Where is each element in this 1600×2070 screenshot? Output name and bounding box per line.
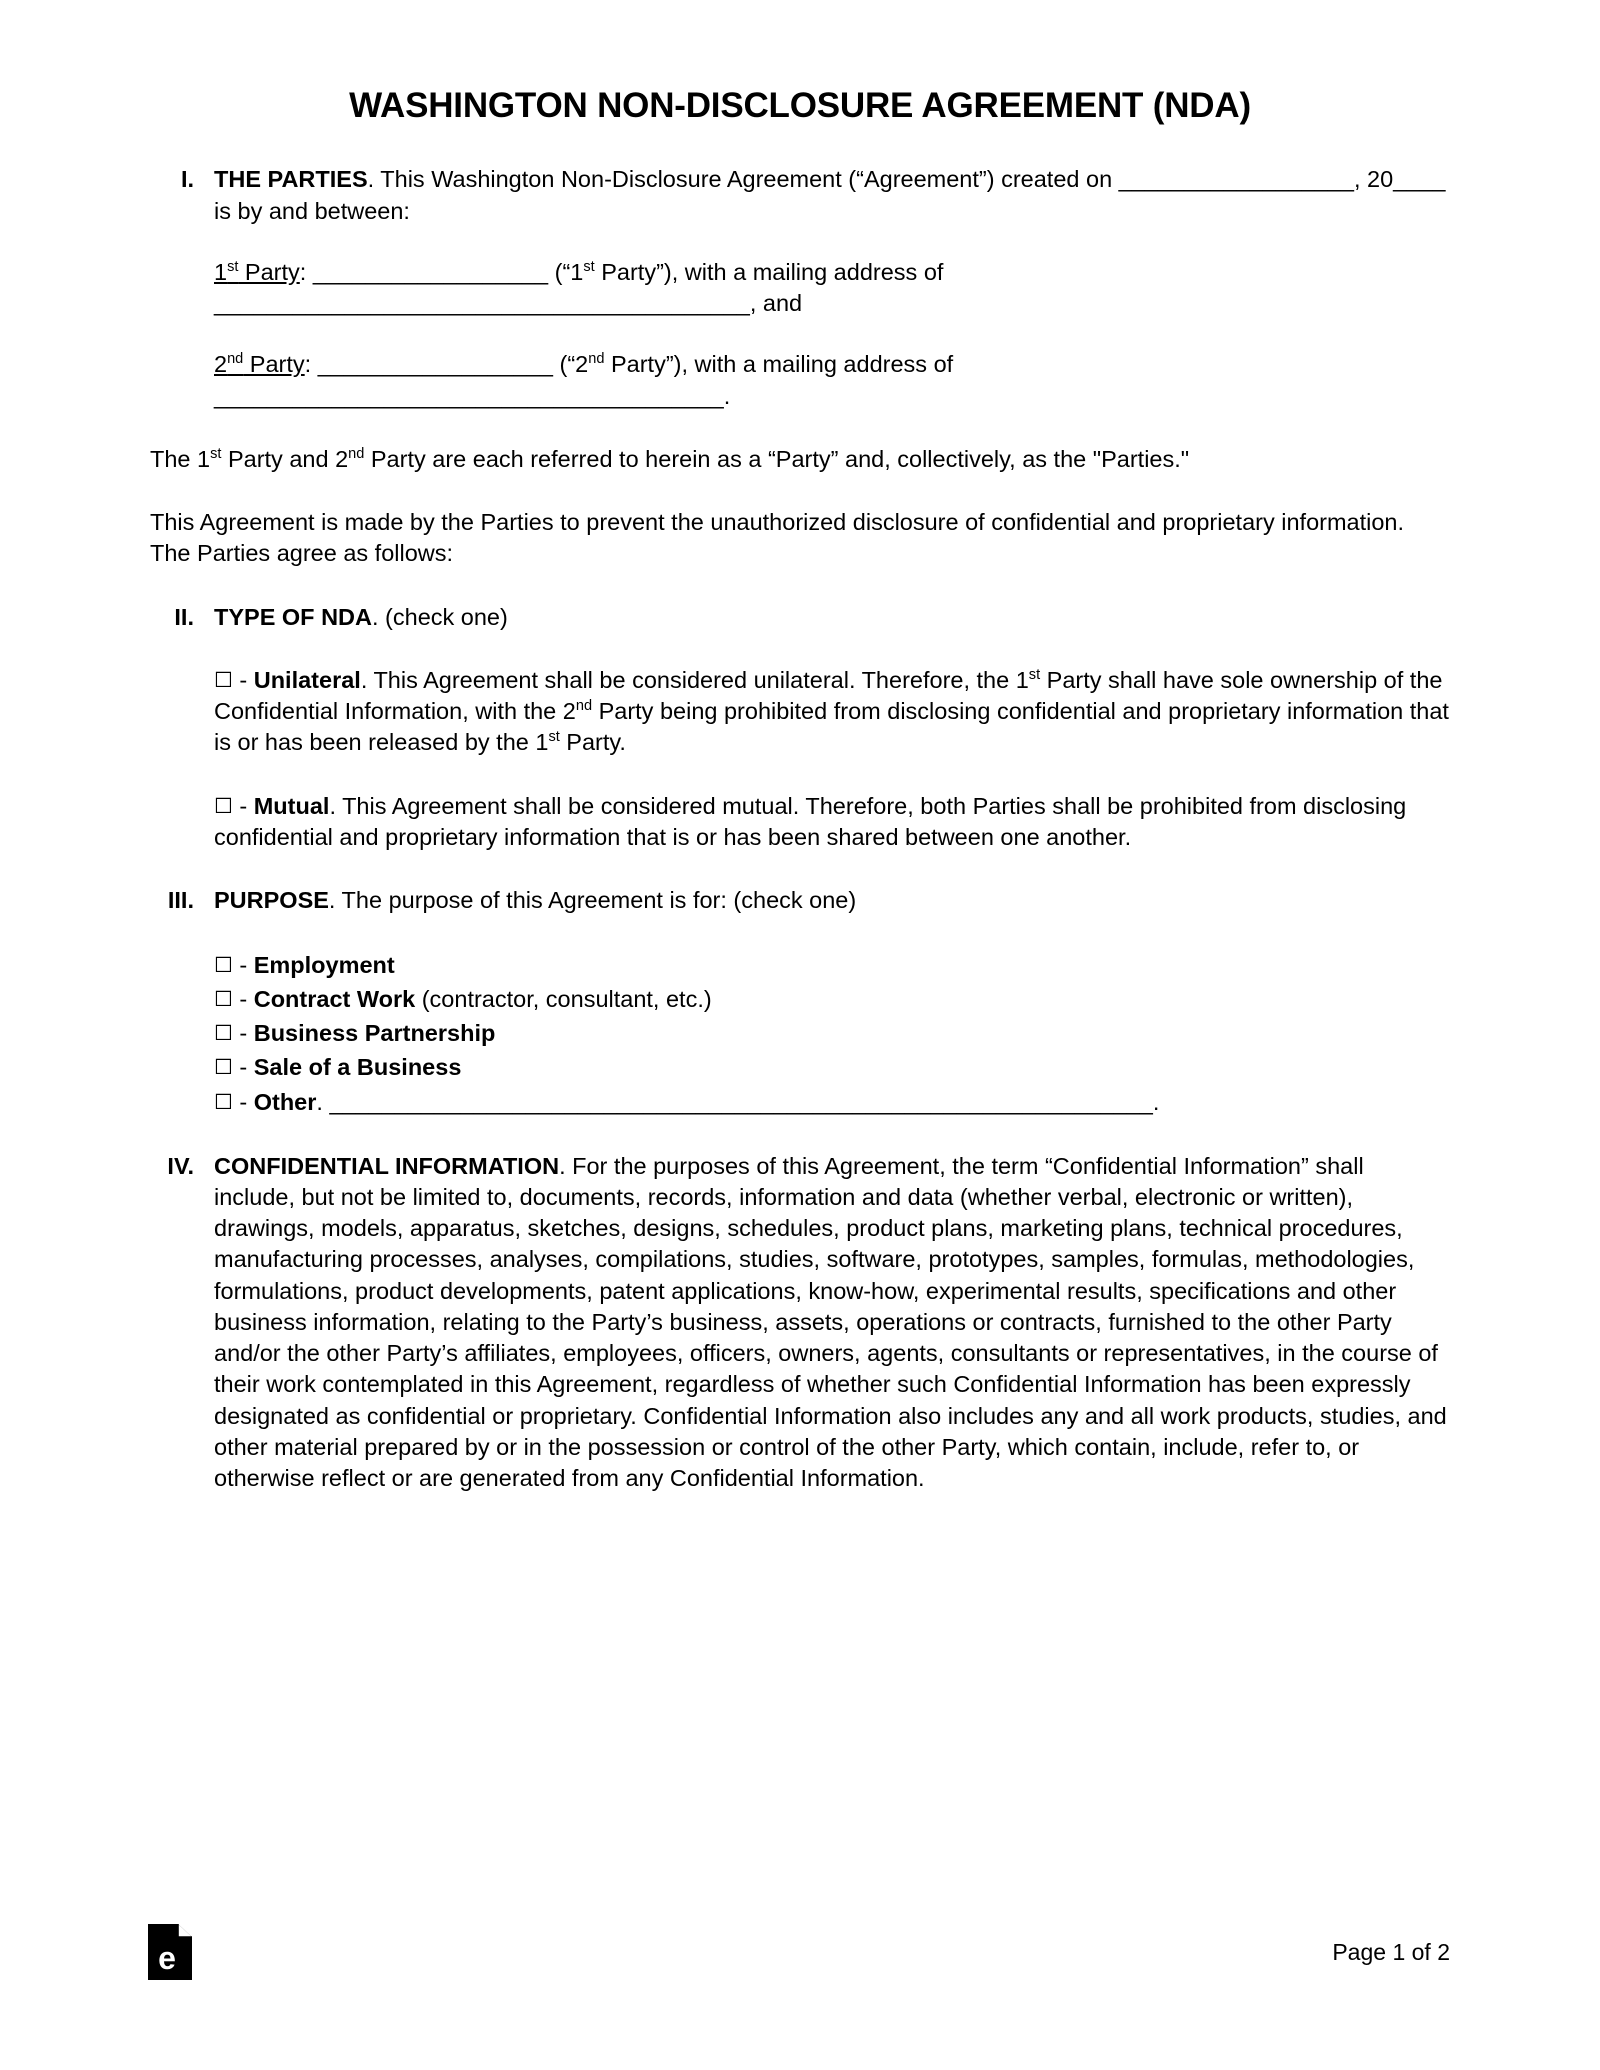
purpose-option-contract-work-note: (contractor, consultant, etc.) (415, 986, 712, 1013)
spacer (150, 412, 1450, 444)
parties-heading: THE PARTIES (214, 166, 368, 193)
mutual-option: ☐ - Mutual. This Agreement shall be considered mutual. Therefore, both Parties shall be prohibited from disclosing confidential and proprietary information that is or has been shared between one another. (214, 792, 1407, 850)
checkbox-business-partnership-icon[interactable]: ☐ (214, 1021, 233, 1046)
purpose-option-sale-of-business: ☐ - Sale of a Business (214, 1054, 462, 1081)
checkbox-employment-icon[interactable]: ☐ (214, 953, 233, 978)
unilateral-text-c: Party being prohibited from disclosing confidential and proprietary information that is or has been released by the 1 (214, 698, 1449, 756)
purpose-option-employment: ☐ - Employment (214, 952, 395, 979)
unilateral-text-b: Party shall have sole ownership of the Confidential Information, with the 2 (214, 666, 1443, 724)
purpose-other-blank[interactable]: _______________________________________________________________ (329, 1088, 1153, 1115)
parties-intro-b: is by and between: (214, 197, 410, 224)
purpose-other-tail: . (1152, 1088, 1160, 1115)
unilateral-text-d: Party. (559, 729, 626, 756)
party-1-line (214, 257, 1450, 320)
page-title: WASHINGTON NON-DISCLOSURE AGREEMENT (NDA) (349, 86, 1251, 125)
spacer (214, 319, 1450, 349)
checkbox-unilateral-icon[interactable]: ☐ (214, 667, 233, 692)
collective-c: Party are each referred to herein as a “Party” and, collectively, as the "Parties." (364, 445, 1190, 472)
mutual-text: . This Agreement shall be considered mutual. Therefore, both Parties shall be prohibited from disclosing confidential and proprietary information that is or has been shared between one another. (214, 792, 1407, 850)
type-of-nda-heading: TYPE OF NDA (214, 603, 372, 630)
spacer (214, 916, 1450, 948)
party-2-word: Party (243, 351, 305, 378)
type-of-nda-heading-line (214, 602, 1450, 633)
purpose-heading-line (214, 885, 1450, 916)
section-the-parties (150, 164, 1450, 412)
section-body-the-parties (214, 164, 1450, 412)
agreement-purpose-paragraph: This Agreement is made by the Parties to prevent the unauthorized disclosure of confidential and proprietary information. The Parties agree as follows: (150, 509, 1405, 567)
page-number: Page 1 of 2 (1332, 1939, 1450, 1965)
mutual-label: Mutual (253, 792, 330, 819)
section-numeral-iv: IV. (167, 1152, 194, 1179)
purpose-option-business-partnership: ☐ - Business Partnership (214, 1020, 496, 1047)
party-1-paren-a: (“1 (548, 258, 584, 285)
unilateral-text-a: . This Agreement shall be considered unilateral. Therefore, the 1 (360, 666, 1029, 693)
spacer (150, 475, 1450, 507)
party-2-paren-ordinal: nd (588, 351, 605, 368)
confidential-information-heading: CONFIDENTIAL INFORMATION (214, 1152, 560, 1179)
party-2-name-blank[interactable]: __________________ (317, 351, 553, 378)
section-confidential-information (150, 1151, 1450, 1495)
unilateral-option: ☐ - Unilateral. This Agreement shall be considered unilateral. Therefore, the 1st Party shall have sole ownership of the Confidential Information, with the 2nd Party being prohibited from disclosing confidential and proprietary information that is or has been released by the 1st Party. (214, 666, 1449, 756)
section-purpose (150, 885, 1450, 1119)
date-blank[interactable]: __________________ (1118, 166, 1354, 193)
collective-parties-paragraph (150, 444, 1450, 475)
confidential-information-paragraph (214, 1151, 1450, 1495)
party-2-paren-b: Party”), with a mailing address of (604, 351, 954, 378)
party-1-tail: , and (749, 290, 803, 316)
section-numeral-i: I. (180, 166, 194, 193)
party-2-label (214, 351, 305, 377)
year-blank[interactable]: ____ (1393, 166, 1446, 193)
checkbox-contract-work-icon[interactable]: ☐ (214, 987, 233, 1012)
purpose-option-contract-work: ☐ - Contract Work (contractor, consultant, etc.) (214, 986, 712, 1013)
party-2-address-blank[interactable]: _______________________________________ (214, 382, 724, 409)
unilateral-ordinal-3: st (548, 729, 560, 746)
spacer (214, 633, 1450, 665)
section-numeral-ii: II. (174, 603, 194, 630)
year-prefix: , 20 (1353, 166, 1394, 193)
checkbox-other-icon[interactable]: ☐ (214, 1089, 233, 1114)
spacer (150, 1119, 1450, 1151)
section-body-purpose (214, 885, 1450, 1119)
party-1-number: 1 (214, 258, 228, 285)
checkbox-mutual-icon[interactable]: ☐ (214, 793, 233, 818)
collective-a: The 1 (150, 445, 211, 472)
party-2-number: 2 (214, 351, 228, 378)
purpose-heading-rest: . The purpose of this Agreement is for: (check one) (328, 887, 857, 913)
purpose-option-other: ☐ - Other. _______________________________________________________________. (214, 1088, 1160, 1115)
party-1-label (214, 259, 300, 285)
party-1-colon: : (299, 258, 313, 285)
party-2-tail: . (723, 382, 731, 409)
collective-b: Party and 2 (221, 445, 349, 472)
purpose-option-employment-label: Employment (253, 952, 395, 979)
spacer (150, 570, 1450, 602)
confidential-information-text: . For the purposes of this Agreement, the term “Confidential Information” shall include, but not be limited to, documents, records, information and data (whether verbal, electronic or written), drawings, models, apparatus, sketches, designs, schedules, product plans, marketing plans, technical procedures, manufacturing processes, analyses, compilations, studies, software, prototypes, samples, formulas, methodologies, formulations, product developments, patent applications, know-how, experimental results, specifications and other business information, relating to the Party’s business, assets, operations or contracts, furnished to the other Party and/or the other Party’s affiliates, employees, officers, owners, agents, consultants or representatives, in the course of their work contemplated in this Agreement, regardless of whether such Confidential Information has been expressly designated as confidential or proprietary. Confidential Information also includes any and all work products, studies, and other material prepared by or in the possession or control of the other Party, which contain, include, refer to, or otherwise reflect or are generated from any Confidential Information. (214, 1152, 1447, 1492)
party-1-paren-b: Party”), with a mailing address of (594, 258, 944, 285)
section-body-confidential-information (214, 1151, 1450, 1495)
party-2-colon: : (304, 351, 318, 378)
section-body-type-of-nda (214, 602, 1450, 854)
spacer (150, 853, 1450, 885)
party-1-word: Party (238, 258, 300, 285)
section-numeral-iii: III. (167, 887, 194, 913)
party-1-paren-ordinal: st (583, 258, 595, 275)
purpose-heading: PURPOSE (214, 887, 329, 913)
party-1-ordinal: st (227, 258, 239, 275)
party-1-address-blank[interactable]: _________________________________________ (214, 290, 750, 316)
checkbox-sale-of-business-icon[interactable]: ☐ (214, 1055, 233, 1080)
purpose-option-other-note: . (316, 1088, 330, 1115)
parties-intro (214, 164, 1450, 227)
unilateral-label: Unilateral (253, 666, 361, 693)
purpose-option-sale-of-business-label: Sale of a Business (253, 1054, 462, 1081)
svg-text:e: e (158, 1940, 176, 1976)
collective-ordinal-1: st (210, 445, 222, 462)
eforms-logo-icon (148, 1924, 192, 1980)
party-2-line (214, 349, 1450, 412)
document-content (150, 86, 1450, 1494)
party-2-paren-a: (“2 (553, 351, 589, 378)
party-2-ordinal: nd (227, 351, 244, 368)
purpose-option-business-partnership-label: Business Partnership (253, 1020, 496, 1047)
party-1-name-blank[interactable]: __________________ (312, 258, 549, 285)
purpose-option-contract-work-label: Contract Work (253, 986, 416, 1013)
spacer (214, 227, 1450, 257)
purpose-option-other-label: Other (253, 1088, 317, 1115)
collective-ordinal-2: nd (348, 445, 365, 462)
parties-intro-a: . This Washington Non-Disclosure Agreement (“Agreement”) created on (367, 166, 1119, 193)
unilateral-ordinal-1: st (1028, 666, 1041, 683)
type-of-nda-heading-rest: . (check one) (371, 603, 508, 630)
unilateral-ordinal-2: nd (575, 698, 593, 715)
spacer (214, 759, 1450, 791)
section-type-of-nda (150, 602, 1450, 854)
